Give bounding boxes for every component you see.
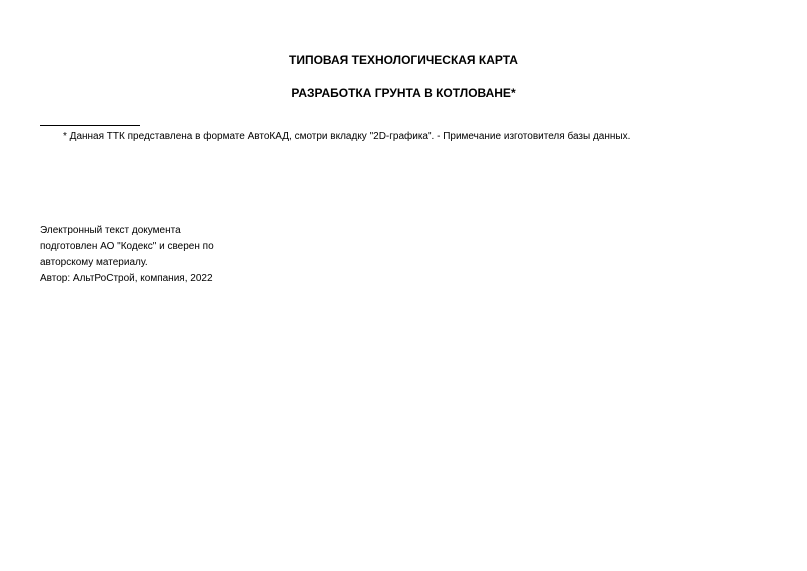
credits-line: Электронный текст документа bbox=[40, 225, 181, 236]
document-title: ТИПОВАЯ ТЕХНОЛОГИЧЕСКАЯ КАРТА bbox=[289, 53, 518, 67]
footnote-divider bbox=[40, 125, 140, 126]
document-subtitle: РАЗРАБОТКА ГРУНТА В КОТЛОВАНЕ* bbox=[291, 86, 516, 100]
document-credits bbox=[40, 223, 214, 287]
credits-author: Автор: АльтРоСтрой, компания, 2022 bbox=[40, 273, 213, 284]
credits-line: подготовлен АО "Кодекс" и сверен по bbox=[40, 241, 214, 252]
footnote-text: * Данная ТТК представлена в формате АвтоКАД, смотри вкладку "2D-графика". - Примечание изготовителя базы данных. bbox=[63, 131, 631, 142]
credits-line: авторскому материалу. bbox=[40, 257, 148, 268]
